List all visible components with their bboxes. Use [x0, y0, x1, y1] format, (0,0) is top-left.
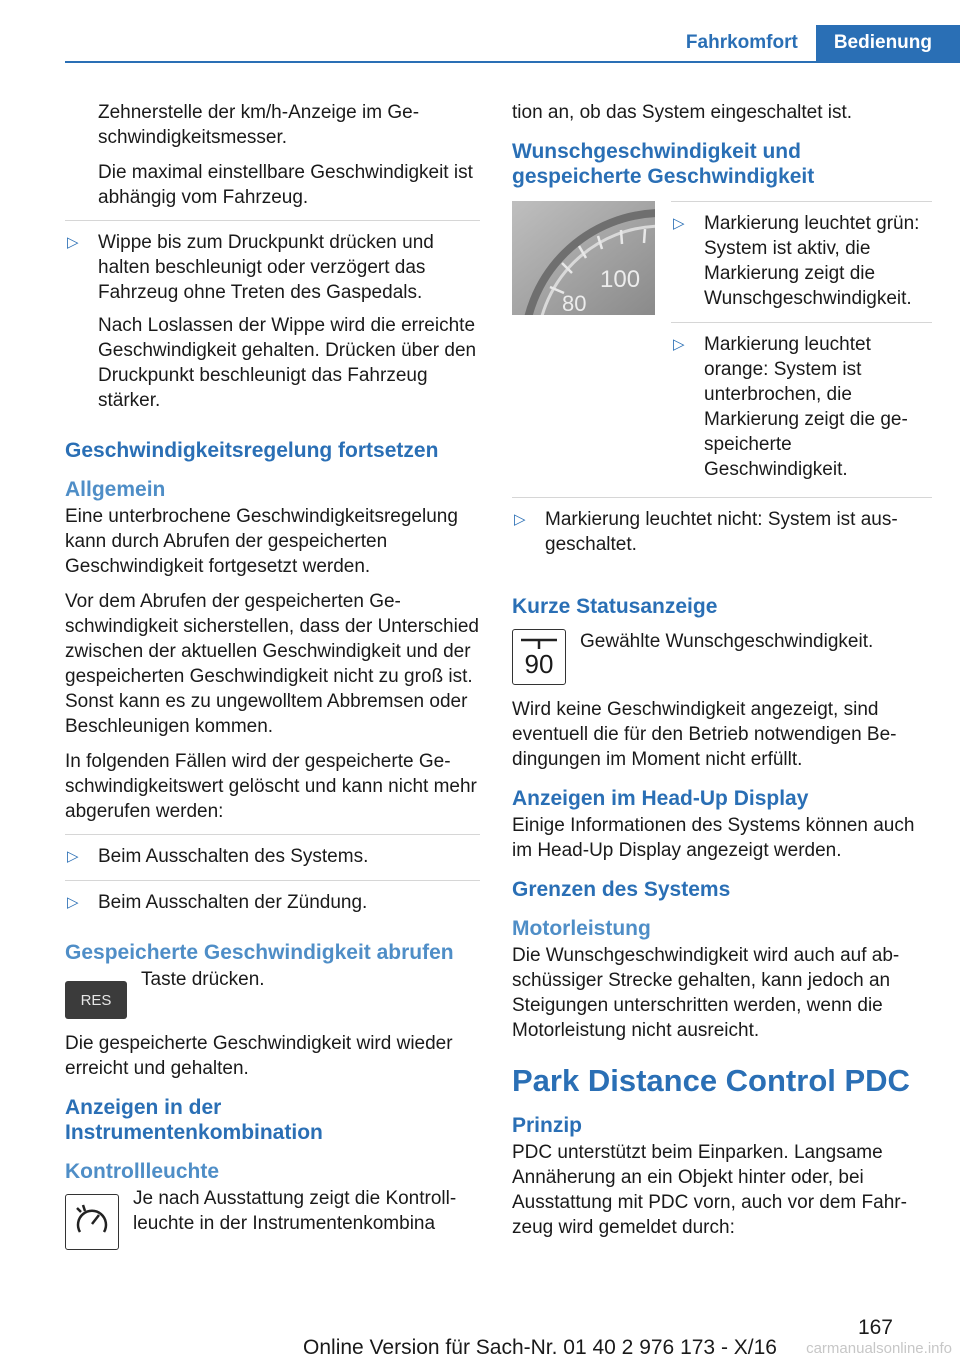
bullet-text: Beim Ausschalten der Zündung. — [98, 892, 368, 913]
heading-status: Kurze Statusanzeige — [512, 595, 718, 618]
bullet-text: Wippe bis zum Druckpunkt drücken und halten beschleunigt oder verzögert das Fahrzeug ohne Treten des Gaspedals. — [98, 232, 434, 303]
heading-hud: Anzeigen im Head-Up Display — [512, 787, 809, 810]
paragraph: PDC unterstützt beim Einparken. Langsame Annäherung an ein Objekt hinter oder, bei Ausstattung mit PDC vorn, auch vor dem Fahrzeug wird gemeldet durch: — [512, 1142, 907, 1238]
heading-instrument: Anzeigen in der Instrumentenkombination — [65, 1096, 323, 1144]
heading-allgemein: Allgemein — [65, 478, 166, 501]
heading-prinzip: Prinzip — [512, 1114, 583, 1137]
paragraph: Die gespeicherte Geschwindigkeit wird wieder erreicht und gehalten. — [65, 1033, 453, 1079]
paragraph: Die Wunschgeschwindigkeit wird auch auf abschüssiger Strecke gehalten, kann jedoch an Steigungen unterschritten werden, wenn die Motorleistung nicht ausreicht. — [512, 945, 900, 1041]
bullet-text: Nach Loslassen der Wippe wird die erreichte Geschwindigkeit gehalten. Drücken über den Druckpunkt beschleunigt das Fahrzeug stärker. — [98, 315, 477, 411]
header-tabs — [668, 25, 960, 61]
continued-text-1: Zehnerstelle der km/h-Anzeige im Geschwindigkeitsmesser. — [98, 102, 420, 148]
kontroll-text: Je nach Ausstattung zeigt die Kontrollleuchte in der Instrumentenkombina — [133, 1188, 457, 1234]
bullet-list-off — [512, 497, 932, 568]
list-item — [671, 322, 932, 493]
paragraph: In folgenden Fällen wird der gespeicherte Geschwindigkeitswert gelöscht und kann nicht mehr abgerufen werden: — [65, 751, 477, 822]
gauge-label-100: 100 — [600, 266, 641, 293]
res-button-icon: RES — [65, 981, 127, 1019]
res-row — [65, 967, 480, 1019]
list-item — [671, 201, 932, 322]
triangle-bullet-icon: ▷ — [514, 511, 526, 528]
page-number: 167 — [857, 1316, 893, 1339]
heading-fortsetzen: Geschwindigkeitsregelung fortsetzen — [65, 439, 439, 462]
paragraph: Einige Informationen des Systems können auch im Head-Up Display angezeigt werden. — [512, 815, 915, 861]
triangle-bullet-icon: ▷ — [67, 848, 79, 865]
heading-wunsch: Wunschgeschwindigkeit und gespeicherte Geschwindigkeit — [512, 140, 815, 188]
list-item — [65, 220, 480, 424]
watermark: carmanualsonline.info — [806, 1340, 952, 1357]
triangle-bullet-icon: ▷ — [67, 234, 79, 251]
gauge-label-80: 80 — [562, 291, 587, 315]
continued-text: tion an, ob das System eingeschaltet ist. — [512, 102, 853, 123]
res-text: Taste drücken. — [141, 969, 265, 990]
footer-online-version: Online Version für Sach-Nr. 01 40 2 976 173 - X/16 — [303, 1336, 777, 1359]
tab-fahrkomfort[interactable]: Fahrkomfort — [668, 25, 816, 61]
gauge-row — [512, 201, 932, 493]
bullet-text: Beim Ausschalten des Systems. — [98, 846, 369, 867]
header-divider — [65, 61, 960, 63]
triangle-bullet-icon: ▷ — [673, 336, 685, 353]
speedometer-gauge-image — [512, 201, 655, 315]
bullet-text: Markierung leuchtet nicht: System ist ausgeschaltet. — [545, 509, 898, 555]
bullet-list-2 — [65, 834, 480, 926]
paragraph: Wird keine Geschwindigkeit angezeigt, sind eventuell die für den Betrieb notwendigen Bedingungen im Moment nicht erfüllt. — [512, 699, 897, 770]
heading-grenzen: Grenzen des Systems — [512, 878, 731, 901]
bullet-list-1 — [65, 220, 480, 424]
bullet-text: Markierung leuchtet grün: System ist aktiv, die Markierung zeigt die Wunschgeschwindigkeit. — [704, 213, 920, 309]
paragraph: Eine unterbrochene Geschwindigkeitsregelung kann durch Abrufen der gespeicherten Geschwindigkeit fortgesetzt werden. — [65, 506, 458, 577]
kontroll-row — [65, 1186, 480, 1250]
heading-kontroll: Kontrollleuchte — [65, 1160, 220, 1183]
heading-motor: Motorleistung — [512, 917, 651, 940]
list-item — [65, 880, 480, 926]
heading-pdc: Park Distance Control PDC — [512, 1063, 910, 1098]
triangle-bullet-icon: ▷ — [673, 215, 685, 232]
status-icon-value: 90 — [524, 649, 554, 679]
status-text: Gewählte Wunschgeschwindigkeit. — [580, 631, 874, 652]
paragraph: Vor dem Abrufen der gespeicherten Geschwindigkeit sicherstellen, dass der Unterschied zwischen der aktuellen Geschwindigkeit und der gespeicherten Geschwindigkeit nicht zu groß ist. Sonst kann es zu ungewolltem Abbremsen oder Beschleunigen kommen. — [65, 591, 479, 737]
list-item — [512, 497, 932, 568]
triangle-bullet-icon: ▷ — [67, 894, 79, 911]
gauge-bullet-list — [671, 201, 932, 493]
status-speed-icon — [512, 629, 566, 685]
cruise-control-indicator-icon — [65, 1194, 119, 1250]
right-column — [512, 100, 932, 1250]
tab-bedienung[interactable]: Bedienung — [816, 25, 960, 61]
continued-text-2: Die maximal einstellbare Geschwindigkeit ist abhängig vom Fahrzeug. — [98, 162, 473, 208]
bullet-text: Markierung leuchtet orange: System ist unterbrochen, die Markierung zeigt die gespeicherte Geschwindigkeit. — [704, 334, 908, 480]
left-column — [65, 100, 480, 1262]
list-item — [65, 834, 480, 880]
heading-abrufen: Gespeicherte Geschwindigkeit abrufen — [65, 941, 454, 964]
status-row — [512, 629, 932, 685]
